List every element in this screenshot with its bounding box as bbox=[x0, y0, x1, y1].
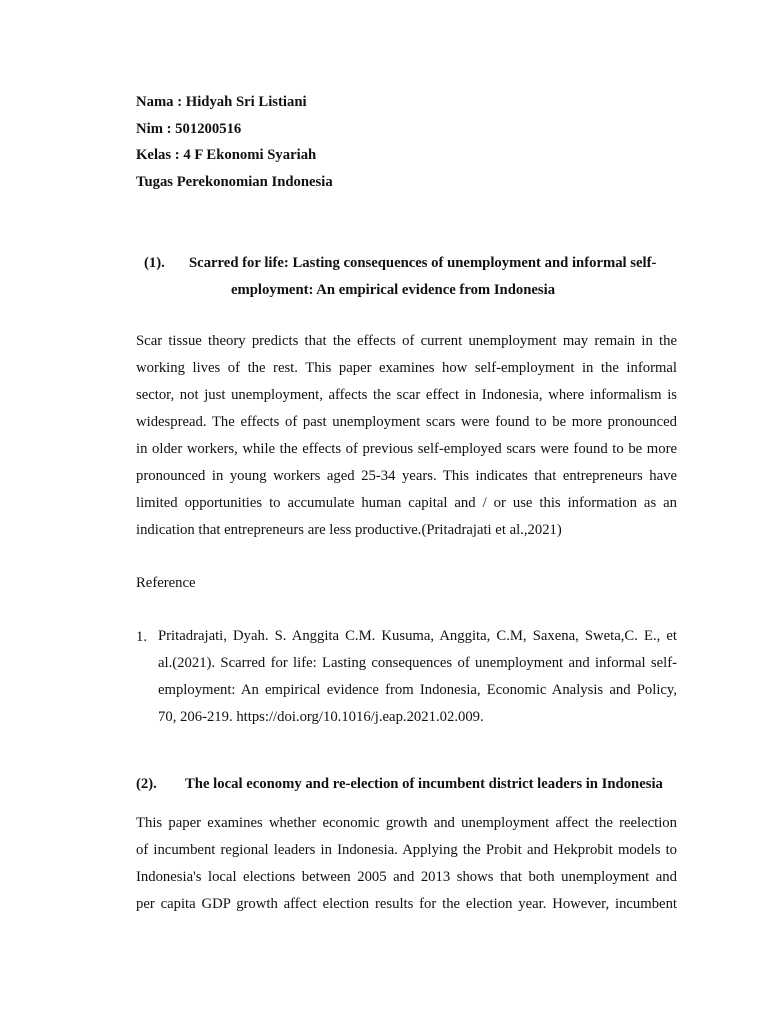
reference-line: al.(2021). Scarred for life: Lasting consequences of unemployment and informal self- bbox=[158, 655, 677, 671]
article1-abstract-line: Scar tissue theory predicts that the effects of current unemployment may remain in the bbox=[136, 333, 677, 349]
article2-abstract-line: This paper examines whether economic growth and unemployment affect the reelection bbox=[136, 815, 677, 831]
article1-abstract-line: widespread. The effects of past unemployment scars were found to be more pronounced bbox=[136, 414, 677, 430]
article1-abstract-line: pronounced in young workers aged 25-34 years. This indicates that entrepreneurs have bbox=[136, 468, 677, 484]
article2-abstract-line: Indonesia's local elections between 2005 and 2013 shows that both unemployment and bbox=[136, 869, 677, 885]
article2-abstract bbox=[136, 810, 677, 918]
article2-title: The local economy and re-election of incumbent district leaders in Indonesia bbox=[185, 776, 663, 792]
student-name: Nama : Hidyah Sri Listiani bbox=[136, 94, 307, 110]
student-class: Kelas : 4 F Ekonomi Syariah bbox=[136, 147, 317, 163]
article1-abstract-line: indication that entrepreneurs are less productive.(Pritadrajati et al.,2021) bbox=[136, 522, 562, 538]
article1-abstract-line: in older workers, while the effects of previous self-employed scars were found to be more bbox=[136, 441, 677, 457]
article2-abstract-line: per capita GDP growth affect election results for the election year. However, incumbent bbox=[136, 896, 677, 912]
article1-number: (1). bbox=[144, 255, 165, 271]
reference-line: 70, 206-219. https://doi.org/10.1016/j.eap.2021.02.009. bbox=[158, 709, 484, 725]
assignment-title: Tugas Perekonomian Indonesia bbox=[136, 174, 333, 190]
reference-line: employment: An empirical evidence from Indonesia, Economic Analysis and Policy, bbox=[158, 682, 677, 698]
article1-abstract-line: working lives of the rest. This paper examines how self-employment in the informal bbox=[136, 360, 677, 376]
reference-heading: Reference bbox=[136, 575, 196, 591]
article1-title-line2: employment: An empirical evidence from Indonesia bbox=[231, 282, 556, 298]
article1-title-line1: Scarred for life: Lasting consequences of unemployment and informal self- bbox=[189, 255, 657, 271]
reference-text bbox=[158, 623, 677, 731]
reference-number: 1. bbox=[136, 629, 148, 645]
article2-number: (2). bbox=[136, 776, 157, 792]
article2-abstract-line: of incumbent regional leaders in Indonesia. Applying the Probit and Hekprobit models to bbox=[136, 842, 677, 858]
article1-abstract-line: sector, not just unemployment, affects the scar effect in Indonesia, where informalism is bbox=[136, 387, 677, 403]
article1-abstract bbox=[136, 328, 677, 544]
reference-line: Pritadrajati, Dyah. S. Anggita C.M. Kusuma, Anggita, C.M, Saxena, Sweta,C. E., et bbox=[158, 628, 677, 644]
student-nim: Nim : 501200516 bbox=[136, 121, 242, 137]
article1-abstract-line: limited opportunities to accumulate human capital and / or use this information as an bbox=[136, 495, 677, 511]
